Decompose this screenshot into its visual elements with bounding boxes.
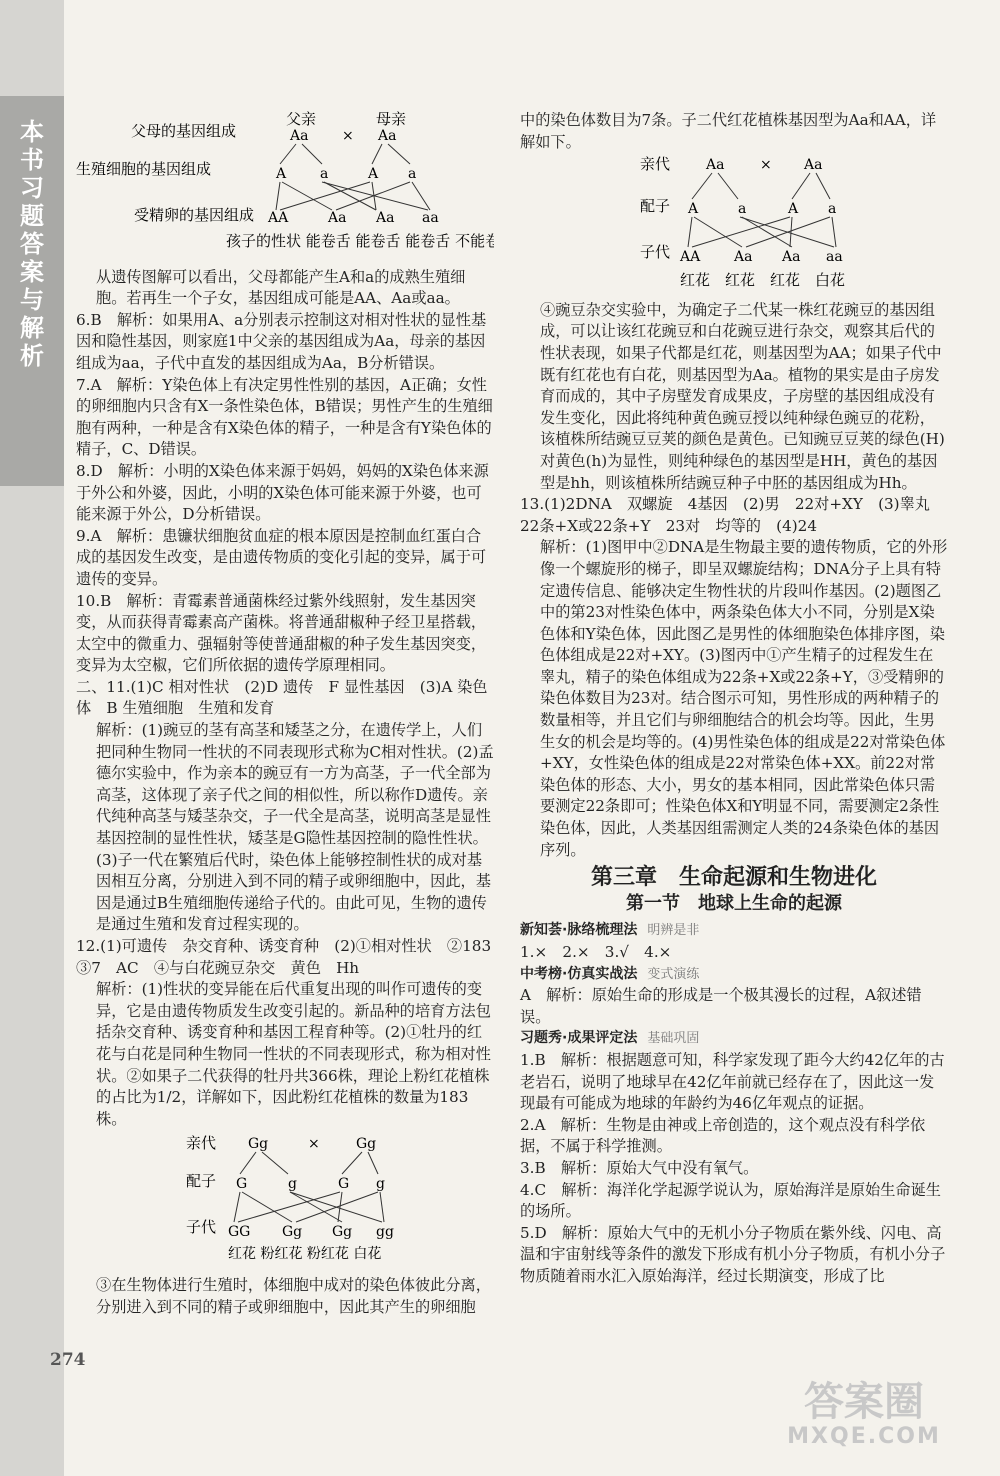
true-false-answers: 1.× 2.× 3.√ 4.×: [520, 943, 672, 961]
chapter-title: 第三章 生命起源和生物进化: [590, 865, 877, 891]
exercise-answer-2: 2.A 解析：生物是由神或上帝创造的，这个观点没有科学依据，不属于科学推测。: [520, 1115, 926, 1156]
diagram3-arrows: [688, 173, 836, 247]
offspring-1: AA: [268, 210, 289, 226]
gamete-4: g: [376, 1176, 385, 1193]
gamete-3: A: [788, 201, 799, 218]
header-tag: 基础巩固: [647, 1031, 700, 1047]
subsection-header: [520, 920, 948, 942]
offspring-3: Aa: [376, 210, 395, 226]
exercise-answer-4: 4.C 解析：海洋化学起源学说认为，原始海洋是原始生命诞生的场所。: [520, 1180, 941, 1221]
row3-label: 子代: [640, 243, 671, 262]
offspring-4: aa: [422, 210, 439, 226]
answer-10: 10.B 解析：青霉素普通菌株经过紫外线照射，发生基因突变，从而获得青霉素高产菌株。将普通甜椒种子经卫星搭载，太空中的微重力、强辐射等使普通甜椒的种子发生基因突变，变异为太空椒，它们所依据的遗传学原理相同。: [76, 591, 487, 675]
parent1-genotype: Gg: [248, 1136, 269, 1153]
diagram2-arrows: [234, 1152, 384, 1222]
offspring-4: gg: [376, 1224, 394, 1241]
answer-11: 二、11.(1)C 相对性状 (2)D 遗传 F 显性基因 (3)A 染色体 B 生殖细胞 生殖和发育: [76, 677, 488, 718]
offspring-1: GG: [228, 1224, 251, 1241]
answer-6: 6.B 解析：如果用A、a分别表示控制这对相对性状的显性基因和隐性基因，则家庭1中父亲的基因组成为Aa，母亲的基因组成为aa，子代中直发的基因组成为Aa，B分析错误。: [76, 310, 487, 372]
offspring-2: Gg: [282, 1224, 303, 1241]
gamete-2: a: [738, 201, 747, 218]
answer-9: 9.A 解析：患镰状细胞贫血症的根本原因是控制血红蛋白合成的基因发生改变，是由遗传物质的变化引起的变异，属于可遗传的变异。: [76, 526, 487, 588]
header-text: 新知荟·脉络梳理法: [520, 922, 638, 939]
gamete-4: a: [408, 166, 417, 182]
answer-12: 12.(1)可遗传 杂交育种、诱变育种 (2)①相对性状 ②183 ③7 AC ④与白花豌豆杂交 黄色 Hh: [76, 937, 507, 977]
gamete-1: G: [236, 1176, 248, 1193]
watermark-url: MXQE.COM: [787, 1424, 941, 1449]
answer-13: 13.(1)2DNA 双螺旋 4基因 (2)男 22对+XY (3)睾丸 22条+X或22条+Y 23对 均等的 (4)24: [520, 495, 946, 535]
header-text: 习题秀·成果评定法: [520, 1030, 638, 1047]
row1-label: 亲代: [640, 155, 671, 174]
gamete-1: A: [688, 201, 699, 218]
exercise-answer-5: 5.D 解析：原始大气中的无机小分子物质在紫外线、闪电、高温和宇宙射线等条件的激发下形成有机小分子物质，有机小分子物质随着雨水汇入原始海洋，经过长期演变，形成了比: [520, 1223, 946, 1285]
parent2-genotype: Aa: [378, 128, 397, 144]
cross-sign: ×: [308, 1136, 320, 1153]
father-label: 父亲: [286, 110, 317, 128]
header-tag: 明辨是非: [647, 923, 700, 939]
parent1-genotype: Aa: [290, 128, 309, 144]
offspring-3: Aa: [782, 249, 801, 266]
traits-row: 红花 粉红花 粉红花 白花: [228, 1246, 382, 1263]
offspring-4: aa: [826, 249, 843, 266]
offspring-1: AA: [680, 249, 701, 266]
traits-row: 孩子的性状 能卷舌 能卷舌 能卷舌 不能卷舌: [226, 232, 494, 250]
exam-answer: A 解析：原始生命的形成是一个极其漫长的过程，A叙述错误。: [520, 986, 922, 1026]
subsection-header: [520, 1028, 948, 1050]
row1-label: 亲代: [186, 1134, 217, 1153]
inheritance-diagram-pea: [520, 153, 948, 293]
explanation-11: 解析：(1)豌豆的茎有高茎和矮茎之分，在遗传学上，人们把同种生物同一性状的不同表现形式称为C相对性状。(2)孟德尔实验中，作为亲本的豌豆有一方为高茎，子一代全部为高茎，这体现了亲子代之间的相似性，所以称作D遗传。亲代纯种高茎与矮茎杂交，子一代全是高茎，说明高茎是显性基因控制的显性性状，矮茎是G隐性基因控制的隐性性状。(3)子一代在繁殖后代时，染色体上能够控制性状的成对基因相互分离，分别进入到不同的精子或卵细胞中，因此，基因是通过B生殖细胞传递给子代的。由此可见，生物的遗传是通过生殖和发育过程实现的。: [96, 721, 494, 934]
parent1-genotype: Aa: [706, 157, 725, 174]
gamete-3: A: [368, 166, 379, 182]
left-column: [76, 110, 507, 1318]
site-watermark: [764, 1380, 964, 1460]
row2-label: 配子: [186, 1172, 217, 1191]
subsection-header: [520, 964, 948, 986]
gamete-1: A: [276, 166, 287, 182]
row3-label: 受精卵的基因组成: [134, 206, 255, 224]
header-tag: 变式演练: [647, 966, 700, 982]
row1-label: 父母的基因组成: [131, 122, 237, 140]
answer-7: 7.A 解析：Y染色体上有决定男性性别的基因，A正确；女性的卵细胞内只含有X一条性染色体，B错误；男性产生的生殖细胞有两种，一种是含有X染色体的精子，一种是含有Y染色体的精子，C、D错误。: [76, 375, 493, 459]
gamete-3: G: [338, 1176, 350, 1193]
exercise-answer-3: 3.B 解析：原始大气中没有氧气。: [520, 1158, 759, 1177]
exercise-answer-1: 1.B 解析：根据题意可知，科学家发现了距今大约42亿年的古老岩石，说明了地球早在42亿年前就已经存在了，因此这一发现最有可能成为地球的年龄约为46亿年观点的证据。: [520, 1050, 945, 1113]
gamete-2: a: [320, 166, 329, 182]
inheritance-diagram-peony: [76, 1130, 494, 1268]
answer-8: 8.D 解析：小明的X染色体来源于妈妈，妈妈的X染色体来源于外公和外婆，因此，小明的X染色体可能来源于外婆，也可能来源于外公，D分析错误。: [76, 461, 489, 524]
watermark-logo: 答案圈: [804, 1379, 924, 1425]
cross-sign: ×: [760, 157, 772, 174]
parent2-genotype: Aa: [804, 157, 823, 174]
row3-label: 子代: [186, 1218, 217, 1237]
paragraph: ④豌豆杂交实验中，为确定子二代某一株红花豌豆的基因组成，可以让该红花豌豆和白花豌豆进行杂交，观察其后代的性状表现，如果子代都是红花，则基因型为AA；如果子代中既有红花也有白花，则基因型为Aa。植物的果实是由子房发育而成的，其中子房壁发育成果皮，子房壁的基因组成没有发生变化，因此将纯种黄色豌豆授以纯种绿色豌豆的花粉，该植株所结豌豆豆荚的颜色是黄色。已知豌豆豆荚的绿色(H)对黄色(h)为显性，则纯种绿色的基因型是HH，黄色的基因型是hh，则该植株所结豌豆种子中胚的基因组成为Hh。: [540, 300, 945, 492]
explanation-12: 解析：(1)性状的变异能在后代重复出现的叫作可遗传的变异，它是由遗传物质发生改变引起的。新品种的培育方法包括杂交育种、诱变育种和基因工程育种等。(2)①牡丹的红花与白花是同种生物同一性状的不同表现形式，称为相对性状。②如果子二代获得的牡丹共366株，理论上粉红花植株的占比为1/2，详解如下，因此粉红花植株的数量为183株。: [96, 980, 491, 1128]
page-number: 274: [50, 1350, 86, 1370]
sidebar-title: 本书习题答案与解析: [20, 118, 44, 370]
inheritance-diagram-tongue-rolling: [76, 110, 494, 260]
explanation-13: 解析：(1)图甲中②DNA是生物最主要的遗传物质，它的外形像一个螺旋形的梯子，即呈双螺旋结构；DNA分子上具有特定遗传信息、能够决定生物性状的片段叫作基因。(2)题图乙中的第23对性染色体中，两条染色体大小不同，分别是X染色体和Y染色体，因此图乙是男性的体细胞染色体排序图，染色体组成是22对+XY。(3)图丙中①产生精子的过程发生在睾丸，精子的染色体组成为22条+X或22条+Y，③受精卵的染色体数目为23对。结合图示可知，男性形成的两种精子的数量相等，并且它们与卵细胞结合的机会均等。因此，生男生女的机会是均等的。(4)男性染色体的组成是22对常染色体+XY，女性染色体的组成是22对常染色体+XX。前22对常染色体的形态、大小，男女的基本相同，因此常染色体只需要测定22条即可；性染色体X和Y明显不同，需要测定2条性染色体，因此，人类基因组需测定人类的24条染色体的基因序列。: [540, 538, 948, 859]
offspring-2: Aa: [328, 210, 347, 226]
gamete-4: a: [828, 201, 837, 218]
section-title: 第一节 地球上生命的起源: [626, 892, 842, 914]
diagram1-arrows: [276, 144, 430, 210]
traits-row: 红花 红花 红花 白花: [680, 271, 846, 290]
paragraph: ③在生物体进行生殖时，体细胞中成对的染色体彼此分离，分别进入到不同的精子或卵细胞中，因此其产生的卵细胞: [96, 1275, 491, 1316]
row2-label: 生殖细胞的基因组成: [76, 160, 212, 178]
cross-sign: ×: [342, 128, 354, 144]
right-column: [520, 110, 948, 1288]
mother-label: 母亲: [376, 110, 407, 128]
paragraph: 中的染色体数目为7条。子二代红花植株基因型为Aa和AA，详解如下。: [520, 111, 937, 151]
gamete-2: g: [288, 1176, 297, 1193]
row2-label: 配子: [640, 197, 671, 216]
offspring-3: Gg: [332, 1224, 353, 1241]
paragraph: 从遗传图解可以看出，父母都能产生A和a的成熟生殖细胞。若再生一个子女，基因组成可能是AA、Aa或aa。: [96, 267, 466, 308]
offspring-2: Aa: [734, 249, 753, 266]
parent2-genotype: Gg: [356, 1136, 377, 1153]
header-text: 中考榜·仿真实战法: [520, 965, 638, 982]
